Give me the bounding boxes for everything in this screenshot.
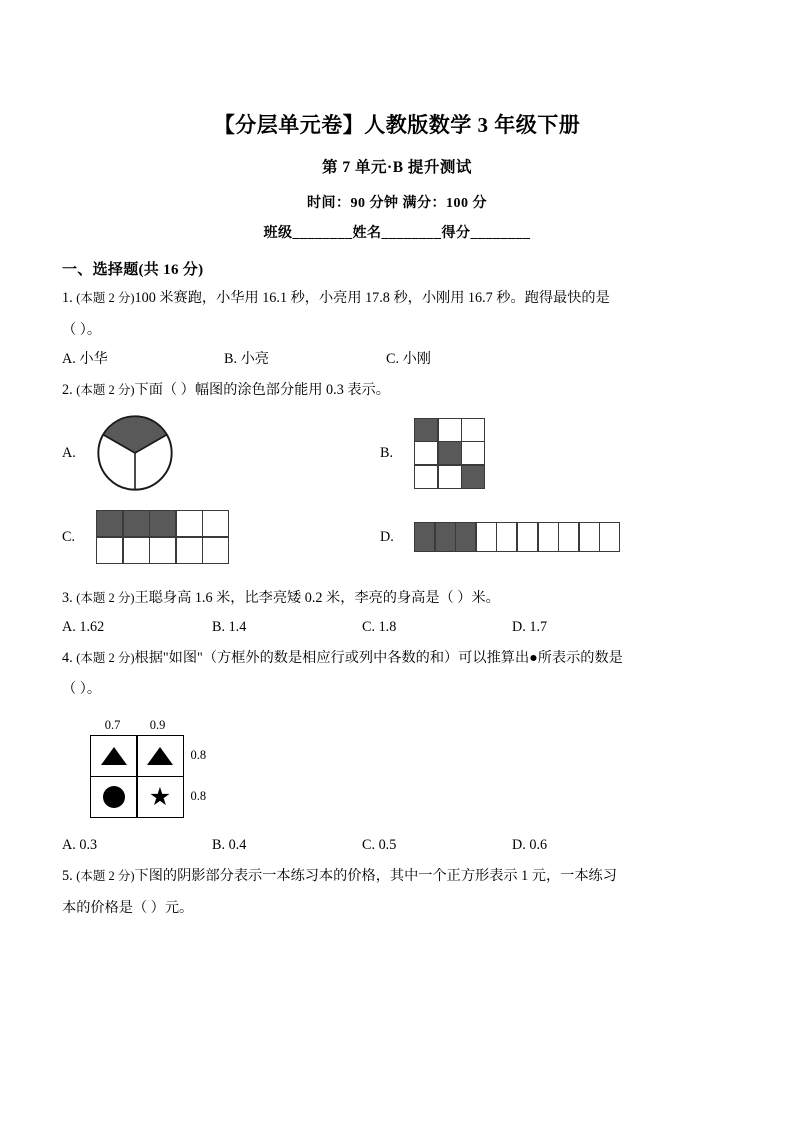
option-b-label: B. bbox=[212, 619, 226, 636]
option-a-label: A. bbox=[62, 351, 76, 368]
grid-cell bbox=[97, 538, 122, 563]
grid-cell bbox=[518, 523, 537, 551]
grid-cell bbox=[497, 523, 516, 551]
grid-cell bbox=[97, 511, 122, 536]
question-2-number: 2. bbox=[62, 381, 73, 398]
page-title: 【分层单元卷】人教版数学 3 年级下册 bbox=[213, 113, 581, 137]
page-subtitle: 第 7 单元·B 提升测试 bbox=[322, 159, 472, 177]
grid-cell bbox=[462, 419, 484, 441]
question-2-figures-row1 bbox=[62, 402, 732, 492]
section-heading-choice: 一、选择题(共 16 分) bbox=[62, 262, 204, 279]
option-c-label: C. bbox=[62, 528, 76, 545]
question-1-option-a[interactable] bbox=[62, 348, 224, 371]
option-d-value: 1.7 bbox=[529, 619, 548, 636]
grid-cell bbox=[439, 442, 461, 464]
question-1-score: (本题 2 分) bbox=[76, 291, 135, 306]
question-1-text-line2: （ ）。 bbox=[62, 321, 102, 338]
question-2-option-d[interactable] bbox=[380, 522, 620, 552]
option-b-label: B. bbox=[224, 351, 238, 368]
question-3-option-a[interactable] bbox=[62, 616, 212, 639]
star-icon: ★ bbox=[148, 783, 172, 811]
magic-cell bbox=[91, 777, 136, 817]
option-b-label: B. bbox=[212, 837, 226, 854]
grid-cell bbox=[177, 538, 202, 563]
question-1-options bbox=[62, 342, 732, 371]
question-5-number: 5. bbox=[62, 868, 73, 885]
option-a-label: A. bbox=[62, 837, 76, 854]
question-5-text: 下图的阴影部分表示一本练习本的价格，其中一个正方形表示 1 元，一本练习 bbox=[134, 868, 617, 885]
option-d-label: D. bbox=[512, 619, 526, 636]
question-4-figure bbox=[62, 702, 732, 819]
magic-square-row-sums bbox=[184, 735, 207, 819]
question-2-option-a[interactable] bbox=[62, 414, 380, 492]
question-2-text: 下面（ ）幅图的涂色部分能用 0.3 表示。 bbox=[134, 381, 390, 398]
question-4-text-line2: （ ）。 bbox=[62, 681, 102, 698]
grid-cell bbox=[203, 538, 228, 563]
option-d-value: 0.6 bbox=[529, 837, 548, 854]
option-a-label: A. bbox=[62, 444, 76, 461]
grid-cell bbox=[580, 523, 599, 551]
magic-cell bbox=[138, 777, 183, 817]
question-4-text: 根据"如图"（方框外的数是相应行或列中各数的和）可以推算出●所表示的数是 bbox=[134, 650, 623, 667]
option-a-value: 0.3 bbox=[79, 837, 98, 854]
grid-cell bbox=[177, 511, 202, 536]
exam-meta: 时间：90 分钟 满分：100 分 bbox=[307, 196, 487, 212]
question-3-text: 王聪身高 1.6 米，比李亮矮 0.2 米，李亮的身高是（ ）米。 bbox=[134, 589, 500, 606]
option-b-value: 小亮 bbox=[240, 351, 269, 368]
grid-cell bbox=[600, 523, 619, 551]
magic-cell bbox=[138, 736, 183, 776]
option-d-label: D. bbox=[512, 837, 526, 854]
magic-square-grid bbox=[90, 735, 184, 819]
question-5-score: (本题 2 分) bbox=[76, 869, 135, 884]
question-4 bbox=[62, 639, 732, 670]
grid-3x3-figure bbox=[414, 418, 485, 489]
grid-cell bbox=[124, 511, 149, 536]
grid-5x2-figure bbox=[96, 510, 229, 564]
grid-cell bbox=[559, 523, 578, 551]
pie-chart-icon bbox=[96, 414, 174, 492]
question-2-option-b[interactable] bbox=[380, 418, 485, 489]
option-b-value: 1.4 bbox=[228, 619, 247, 636]
question-3-number: 3. bbox=[62, 589, 73, 606]
grid-10x1-figure bbox=[414, 522, 620, 552]
grid-cell bbox=[124, 538, 149, 563]
magic-square-figure bbox=[90, 718, 206, 819]
option-c-label: C. bbox=[386, 351, 400, 368]
triangle-icon bbox=[147, 747, 173, 765]
option-a-label: A. bbox=[62, 619, 76, 636]
option-c-value: 小刚 bbox=[402, 351, 431, 368]
option-d-label: D. bbox=[380, 528, 394, 545]
question-2-option-c[interactable] bbox=[62, 510, 380, 564]
grid-cell bbox=[477, 523, 496, 551]
option-c-value: 0.5 bbox=[378, 837, 397, 854]
question-4-options bbox=[62, 818, 732, 857]
question-3-option-d[interactable] bbox=[512, 616, 662, 639]
question-2 bbox=[62, 371, 732, 402]
question-4-option-c[interactable] bbox=[362, 834, 512, 857]
magic-cell bbox=[91, 736, 136, 776]
grid-cell bbox=[150, 538, 175, 563]
question-3-option-b[interactable] bbox=[212, 616, 362, 639]
student-fields: 班级________姓名________得分________ bbox=[263, 226, 531, 242]
grid-cell bbox=[415, 466, 437, 488]
option-c-label: C. bbox=[362, 619, 376, 636]
column-sum-2: 0.9 bbox=[149, 717, 166, 732]
question-3-options bbox=[62, 610, 732, 639]
question-2-figures-row2 bbox=[62, 492, 732, 564]
grid-cell bbox=[415, 419, 437, 441]
grid-cell bbox=[539, 523, 558, 551]
row-sum-1: 0.8 bbox=[190, 747, 207, 762]
circle-icon bbox=[103, 786, 125, 808]
question-3-option-c[interactable] bbox=[362, 616, 512, 639]
grid-cell bbox=[415, 523, 434, 551]
question-5-text-line2: 本的价格是（ ）元。 bbox=[62, 899, 194, 916]
grid-cell bbox=[439, 419, 461, 441]
triangle-icon bbox=[101, 747, 127, 765]
question-4-option-b[interactable] bbox=[212, 834, 362, 857]
grid-cell bbox=[462, 442, 484, 464]
question-1-option-c[interactable] bbox=[386, 348, 548, 371]
question-1 bbox=[62, 279, 732, 310]
question-1-text: 100 米赛跑，小华用 16.1 秒，小亮用 17.8 秒，小刚用 16.7 秒。跑得最快的是 bbox=[134, 290, 610, 307]
grid-cell bbox=[150, 511, 175, 536]
question-4-score: (本题 2 分) bbox=[76, 651, 135, 666]
magic-square-column-sums bbox=[90, 718, 206, 733]
question-3 bbox=[62, 564, 732, 610]
grid-cell bbox=[462, 466, 484, 488]
row-sum-2: 0.8 bbox=[190, 788, 207, 803]
option-a-value: 小华 bbox=[79, 351, 108, 368]
grid-cell bbox=[415, 442, 437, 464]
question-2-score: (本题 2 分) bbox=[76, 382, 135, 397]
question-4-option-a[interactable] bbox=[62, 834, 212, 857]
grid-cell bbox=[456, 523, 475, 551]
option-b-label: B. bbox=[380, 444, 394, 461]
question-5 bbox=[62, 857, 732, 888]
grid-cell bbox=[439, 466, 461, 488]
column-sum-1: 0.7 bbox=[104, 717, 121, 732]
option-c-label: C. bbox=[362, 837, 376, 854]
magic-square-body bbox=[90, 735, 206, 819]
option-b-value: 0.4 bbox=[228, 837, 247, 854]
question-4-option-d[interactable] bbox=[512, 834, 662, 857]
grid-cell bbox=[436, 523, 455, 551]
question-1-number: 1. bbox=[62, 290, 73, 307]
question-3-score: (本题 2 分) bbox=[76, 590, 135, 605]
question-1-option-b[interactable] bbox=[224, 348, 386, 371]
option-c-value: 1.8 bbox=[378, 619, 397, 636]
question-4-number: 4. bbox=[62, 650, 73, 667]
option-a-value: 1.62 bbox=[79, 619, 105, 636]
grid-cell bbox=[203, 511, 228, 536]
